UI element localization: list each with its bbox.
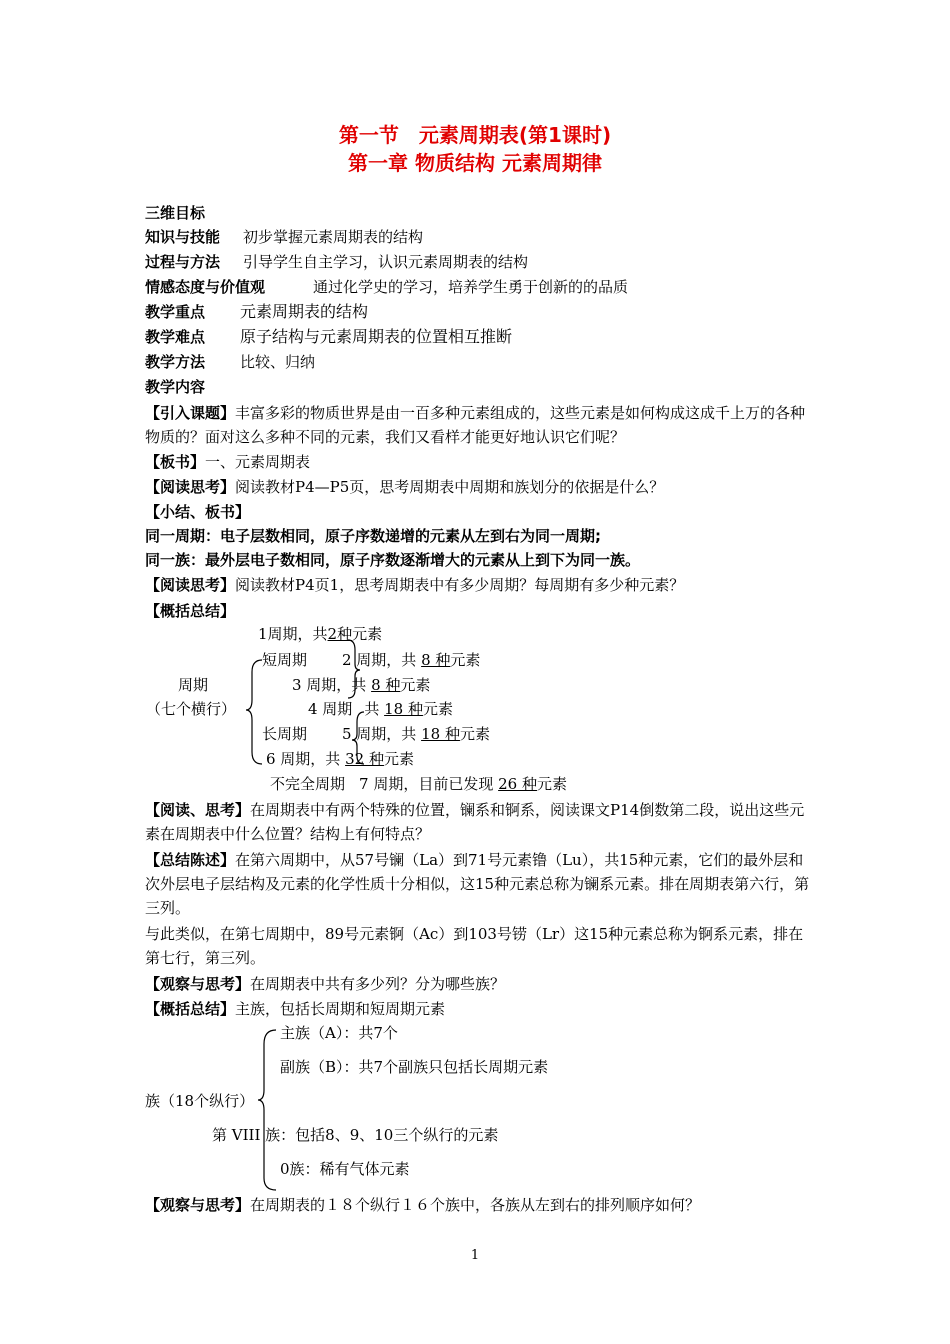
read-tag: 【阅读思考】 (145, 576, 236, 594)
count: 18 种 (384, 700, 423, 718)
goal-text: 初步掌握元素周期表的结构 (243, 228, 424, 246)
actinide-paragraph: 与此类似，在第七周期中，89号元素锕（Ac）到103号铹（Lr）这15种元素总称为锕系元素，排在第七行，第三列。 (145, 925, 804, 967)
period-6: 6 周期，共 32 种元素 (266, 750, 414, 768)
goal-text: 通过化学史的学习，培养学生勇于创新的的品质 (313, 278, 629, 296)
goal-text: 比较、归纳 (240, 353, 316, 371)
group-viii-line: 第 VIII 族：包括8、9、10三个纵行的元素 (212, 1126, 499, 1144)
summary-tag: 【总结陈述】 (145, 851, 236, 869)
period-2: 2 周期，共 8 种元素 (342, 651, 481, 669)
short-period-label: 短周期 (262, 651, 308, 669)
goal-label: 教学方法 (145, 353, 206, 371)
summary-text: 在第六周期中，从57号镧（La）到71号元素镥（Lu），共15种元素，它们的最外层和次外层电子层结构及元素的化学性质十分相似，这15种元素总称为镧系元素。排在周期表第六行，第三列。 (145, 851, 810, 917)
group-label: 族（18个纵行） (145, 1092, 255, 1110)
count: 8 种 (421, 651, 451, 669)
goal-label: 情感态度与价值观 (145, 278, 266, 296)
count: 18 种 (421, 725, 460, 743)
page-number: 1 (470, 1248, 480, 1263)
definition-group: 同一族：最外层电子数相同，原子序数逐渐增大的元素从上到下为同一族。 (145, 551, 641, 569)
chapter-title: 第一章 物质结构 元素周期律 (348, 151, 602, 175)
summary-tag-1: 【概括总结】 (145, 602, 236, 620)
goal-text: 引导学生自主学习，认识元素周期表的结构 (243, 253, 529, 271)
period-5: 5 周期，共 18 种元素 (342, 725, 490, 743)
observe-tag: 【观察与思考】 (145, 975, 251, 993)
summary-tag: 【小结、板书】 (145, 503, 251, 521)
observe-tag: 【观察与思考】 (145, 1196, 251, 1214)
period-3: 3 周期，共 8 种元素 (292, 676, 431, 694)
board-text: 一、元素周期表 (205, 453, 311, 471)
goals-heading: 三维目标 (145, 204, 206, 222)
intro-text: 丰富多彩的物质世界是由一百多种元素组成的，这些元素是如何构成这成千上万的各种物质的？面对这么多种不同的元素，我们又看样才能更好地认识它们呢？ (145, 404, 806, 446)
goal-text: 元素周期表的结构 (240, 302, 369, 321)
sub-group-line: 副族（B）：共7个副族只包括长周期元素 (280, 1058, 549, 1076)
content-heading: 教学内容 (145, 378, 206, 396)
main-group-line: 主族（A）：共7个 (280, 1024, 398, 1042)
incomplete-period-label: 不完全周期 (270, 775, 346, 793)
intro-tag: 【引入课题】 (145, 404, 236, 422)
period-label: 周期 (178, 676, 209, 694)
period-1: 1周期，共2种元素 (258, 625, 383, 643)
period-label-sub: （七个横行） (146, 700, 237, 718)
board-tag: 【板书】 (145, 453, 206, 471)
goal-label: 教学难点 (145, 328, 206, 346)
goal-text: 原子结构与元素周期表的位置相互推断 (240, 327, 513, 346)
definition-period: 同一周期：电子层数相同，原子序数递增的元素从左到右为同一周期; (145, 527, 602, 545)
period-7: 不完全周期 7 周期，目前已发现 26 种元素 (270, 775, 567, 793)
period-4: 4 周期 共 18 种元素 (308, 700, 453, 718)
read-tag: 【阅读、思考】 (145, 801, 251, 819)
observe-line-2 (145, 1194, 815, 1216)
count: 2种 (327, 625, 353, 643)
read-tag: 【阅读思考】 (145, 478, 236, 496)
section-title: 第一节 元素周期表(第1课时) (338, 123, 612, 147)
read-text: 在周期表中有两个特殊的位置，镧系和锕系，阅读课文P14倒数第二段，说出这些元素在周期表中什么位置？结构上有何特点？ (145, 801, 805, 843)
observe-text: 在周期表的１８个纵行１６个族中，各族从左到右的排列顺序如何？ (250, 1196, 701, 1214)
goal-label: 教学重点 (145, 303, 206, 321)
goal-label: 过程与方法 (145, 253, 221, 271)
group-zero-line: 0族：稀有气体元素 (280, 1160, 410, 1178)
read-text: 阅读教材P4页1，思考周期表中有多少周期？每周期有多少种元素？ (235, 576, 685, 594)
count: 32 种 (345, 750, 384, 768)
group-brace (258, 1030, 276, 1190)
count: 26 种 (498, 775, 537, 793)
summary-tag: 【概括总结】 (145, 1000, 236, 1018)
goal-label: 知识与技能 (145, 228, 221, 246)
count: 8 种 (371, 676, 401, 694)
long-period-label: 长周期 (262, 725, 308, 743)
summary-text: 主族，包括长周期和短周期元素 (235, 1000, 446, 1018)
observe-text: 在周期表中共有多少列？分为哪些族？ (250, 975, 506, 993)
read-text: 阅读教材P4—P5页，思考周期表中周期和族划分的依据是什么？ (235, 478, 665, 496)
